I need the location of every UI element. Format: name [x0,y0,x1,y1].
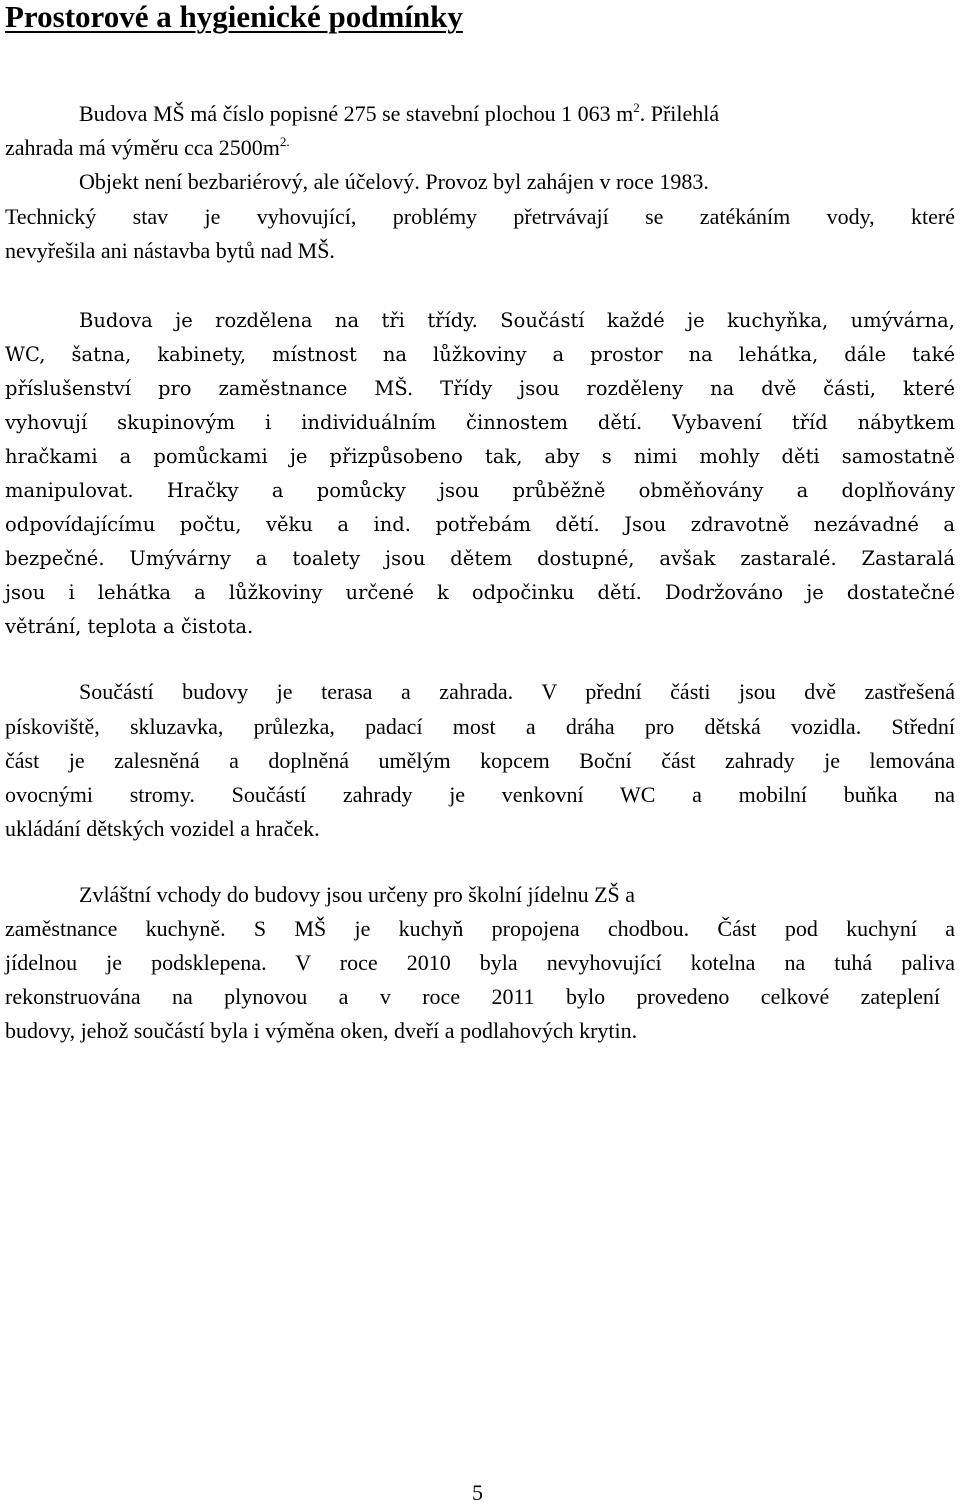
text-fragment: zahrada má výměru cca 2500m [5,135,280,160]
text-line [5,135,290,161]
text-line: WC, šatna, kabinety, místnost na lůžkoviny a prostor na lehátka, dále také [5,343,955,366]
text-line: Objekt není bezbariérový, ale účelový. Provoz byl zahájen v roce 1983. [79,169,709,194]
text-line: příslušenství pro zaměstnance MŠ. Třídy jsou rozděleny na dvě části, které [5,377,955,400]
superscript: 2. [279,134,290,149]
text-line: jsou i lehátka a lůžkoviny určené k odpočinku dětí. Dodržováno je dostatečné [5,581,955,604]
page-number: 5 [472,1480,483,1505]
text-line: Zvláštní vchody do budovy jsou určeny pro školní jídelnu ZŠ a [79,882,636,907]
text-line: hračkami a pomůckami je přizpůsobeno tak, aby s nimi mohly děti samostatně [5,445,955,468]
superscript: 2 [633,100,640,115]
page-heading: Prostorové a hygienické podmínky [5,0,463,34]
text-line: ovocnými stromy. Součástí zahrady je venkovní WC a mobilní buňka na [5,782,955,807]
text-line: vyhovují skupinovým i individuálním činnostem dětí. Vybavení tříd nábytkem [5,411,955,434]
text-line: část je zalesněná a doplněná umělým kopcem Boční část zahrady je lemována [5,748,955,773]
text-line: zaměstnance kuchyně. S MŠ je kuchyň propojena chodbou. Část pod kuchyní a [5,916,955,941]
text-fragment: Budova MŠ má číslo popisné 275 se stavební plochou 1 063 m [79,101,634,126]
text-line: ukládání dětských vozidel a hraček. [5,816,320,841]
text-fragment: . Přilehlá [639,101,720,126]
text-line: Budova je rozdělena na tři třídy. Součástí každé je kuchyňka, umývárna, [79,309,955,332]
text-line: pískoviště, skluzavka, průlezka, padací most a dráha pro dětská vozidla. Střední [5,714,955,739]
text-line: nevyřešila ani nástavba bytů nad MŠ. [5,238,335,263]
text-line: rekonstruována na plynovou a v roce 2011 bylo provedeno celkové zateplení [5,984,940,1009]
text-line: budovy, jehož součástí byla i výměna oken, dveří a podlahových krytin. [5,1018,638,1043]
text-line: manipulovat. Hračky a pomůcky jsou průběžně obměňovány a doplňovány [5,479,955,502]
text-line: odpovídajícímu počtu, věku a ind. potřebám dětí. Jsou zdravotně nezávadné a [5,513,955,536]
text-line: jídelnou je podsklepena. V roce 2010 byla nevyhovující kotelna na tuhá paliva [5,950,955,975]
text-line: Technický stav je vyhovující, problémy přetrvávají se zatékáním vody, které [5,204,955,229]
text-line: Součástí budovy je terasa a zahrada. V přední části jsou dvě zastřešená [79,679,955,704]
text-line: větrání, teplota a čistota. [5,615,254,638]
text-line [79,101,719,127]
text-line: bezpečné. Umývárny a toalety jsou dětem dostupné, avšak zastaralé. Zastaralá [5,547,955,570]
